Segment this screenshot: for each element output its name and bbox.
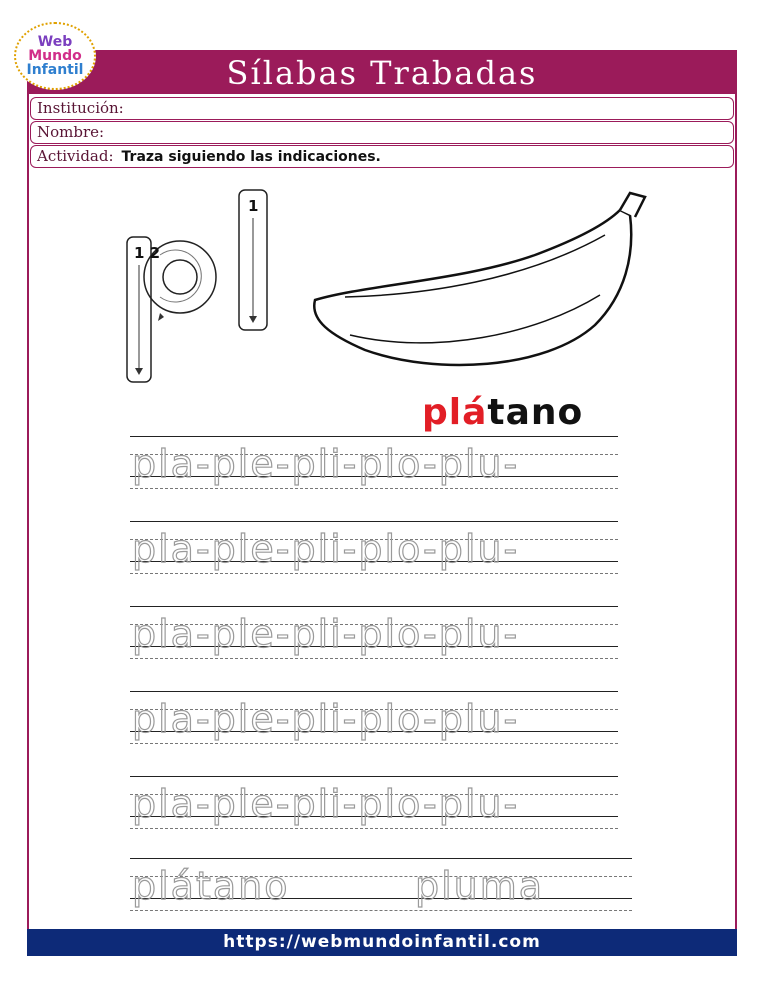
word-highlight: plá: [422, 392, 488, 433]
page-title: Sílabas Trabadas: [226, 54, 538, 92]
institucion-field[interactable]: [30, 97, 734, 120]
word-rest: tano: [487, 392, 584, 433]
footer-url[interactable]: https://webmundoinfantil.com: [27, 929, 737, 956]
trace-row-3[interactable]: [130, 606, 618, 666]
letter-l-guide: [235, 186, 275, 336]
word-platano: [422, 392, 583, 433]
l-stroke-number: 1: [248, 197, 259, 215]
trace-word-2: pluma: [415, 864, 545, 908]
trace-row-words[interactable]: [130, 858, 632, 918]
logo-line: Web: [37, 34, 73, 50]
actividad-value: Traza siguiendo las indicaciones.: [121, 149, 381, 165]
logo: [14, 22, 96, 90]
actividad-label: Actividad:: [37, 147, 114, 165]
trace-row-2[interactable]: [130, 521, 618, 581]
institucion-label: Institución:: [37, 99, 124, 117]
trace-word-1: plátano: [132, 864, 290, 908]
title-bar: [27, 50, 737, 94]
trace-text: pla-ple-pli-plo-plu-: [132, 612, 520, 656]
trace-row-4[interactable]: [130, 691, 618, 751]
trace-text: pla-ple-pli-plo-plu-: [132, 527, 520, 571]
trace-row-5[interactable]: [130, 776, 618, 836]
nombre-field[interactable]: [30, 121, 734, 144]
logo-line: Mundo: [28, 48, 82, 64]
trace-row-1[interactable]: [130, 436, 618, 496]
letter-p-guide: [120, 225, 230, 385]
trace-text: pla-ple-pli-plo-plu-: [132, 442, 520, 486]
trace-text: pla-ple-pli-plo-plu-: [132, 697, 520, 741]
nombre-label: Nombre:: [37, 123, 105, 141]
logo-line: Infantil: [26, 62, 84, 78]
trace-text: pla-ple-pli-plo-plu-: [132, 782, 520, 826]
actividad-field: [30, 145, 734, 168]
banana-icon: [305, 185, 655, 385]
p-stroke-numbers: 1 2: [134, 244, 161, 262]
